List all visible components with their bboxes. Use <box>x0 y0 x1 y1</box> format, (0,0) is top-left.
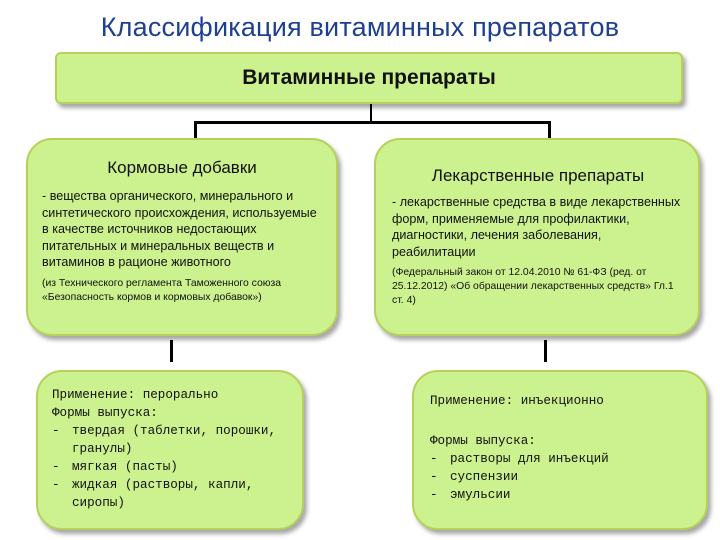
connector-right-down <box>548 121 551 139</box>
medicine-form-item: - растворы для инъекций <box>430 452 609 466</box>
medicines-node <box>374 138 700 336</box>
connector-left-down <box>194 121 197 139</box>
medicines-source: (Федеральный закон от 12.04.2010 № 61-ФЗ (ред. от 25.12.2012) «Об обращении лекарственных средств» Гл.1 ст. 4) <box>392 267 674 306</box>
connector-left-bottom <box>170 340 173 362</box>
feed-additives-node <box>26 138 338 336</box>
feed-forms-label: Формы выпуска: <box>52 406 158 420</box>
medicine-usage-node <box>412 370 708 530</box>
medicine-form-item: - эмульсии <box>430 488 511 502</box>
feed-additives-heading: Кормовые добавки <box>107 158 257 177</box>
feed-additives-definition: - вещества органического, минерального и синтетического происхождения, используемые в качестве источников недостающих питательных и минеральных веществ и витаминов в рационе животного <box>42 189 317 269</box>
medicines-definition: - лекарственные средства в виде лекарственных форм, применяемые для профилактики, диагностики, лечения заболевания, реабилитации <box>392 195 681 259</box>
feed-usage-text: Применение: перорально <box>52 388 219 402</box>
medicine-forms-label: Формы выпуска: <box>430 434 536 448</box>
connector-right-bottom <box>544 340 547 362</box>
page-title: Классификация витаминных препаратов <box>100 12 620 42</box>
feed-usage-node <box>36 370 304 530</box>
feed-additives-source: (из Технического регламента Таможенного союза «Безопасность кормов и кормовых добавок») <box>42 277 282 303</box>
medicine-form-item: - суспензии <box>430 470 519 484</box>
medicine-usage-text: Применение: инъекционно <box>430 394 604 408</box>
feed-form-item: - жидкая (растворы, капли, <box>52 478 254 492</box>
feed-form-item: - мягкая (пасты) <box>52 460 178 474</box>
root-node-label: Витаминные препараты <box>242 66 496 89</box>
connector-horizontal <box>194 121 551 124</box>
medicines-heading: Лекарственные препараты <box>431 166 645 185</box>
connector-root-down <box>370 104 372 122</box>
feed-form-item-cont: сиропы) <box>72 496 125 510</box>
feed-form-item-cont: гранулы) <box>72 442 133 456</box>
feed-form-item: - твердая (таблетки, порошки, <box>52 424 277 438</box>
root-node <box>55 52 683 104</box>
